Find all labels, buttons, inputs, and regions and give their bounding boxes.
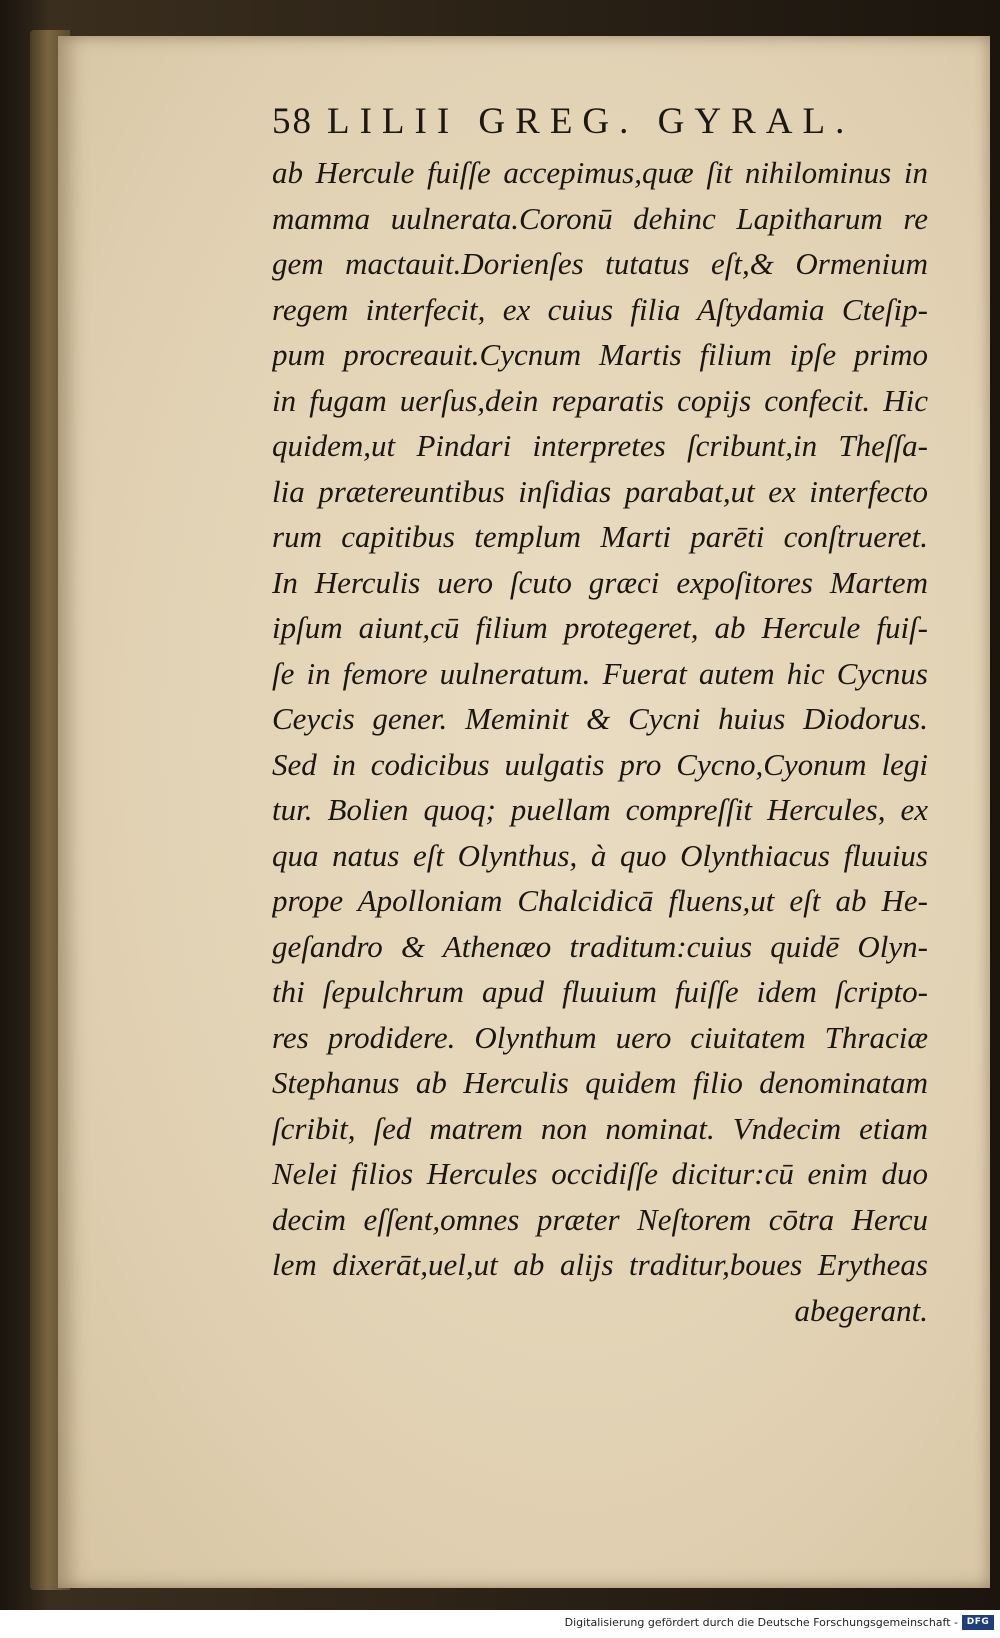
text-line: Nelei filios Hercules occidiſſe dicitur:cū enim duo (272, 1156, 928, 1191)
page-number: 58 (272, 101, 313, 142)
text-line: pum procreauit.Cycnum Martis filium ipſe primo (272, 337, 928, 372)
text-line: prope Apolloniam Chalcidicā fluens,ut eſt ab He- (272, 883, 928, 918)
text-line: thi ſepulchrum apud fluuium fuiſſe idem ſcripto- (272, 974, 928, 1009)
funding-credit: Digitalisierung gefördert durch die Deutsche Forschungsgemeinschaft - (564, 1616, 958, 1629)
text-line: rum capitibus templum Marti parēti conſtrueret. (272, 519, 928, 554)
running-head (272, 100, 912, 148)
text-line: lia prætereuntibus inſidias parabat,ut ex interfecto (272, 473, 928, 509)
dfg-logo: DFG (962, 1615, 994, 1630)
text-line: regem interfecit, ex cuius filia Aſtydamia Cteſip- (272, 291, 928, 327)
text-line: ipſum aiunt,cū filium protegeret, ab Hercule fuiſ- (272, 610, 928, 645)
text-line: Sed in codicibus uulgatis pro Cycno,Cyonum legi (272, 746, 928, 782)
text-line: geſandro & Athenæo traditum:cuius quidē Olyn- (272, 928, 928, 964)
text-line: ſcribit, ſed matrem non nominat. Vndecim etiam (272, 1110, 928, 1146)
text-line: In Herculis uero ſcuto græci expoſitores Martem (272, 564, 928, 600)
text-line: ſe in femore uulneratum. Fuerat autem hic Cycnus (272, 655, 928, 691)
text-line: Ceycis gener. Meminit & Cycni huius Diodorus. (272, 701, 928, 736)
text-line: tur. Bolien quoq; puellam compreſſit Hercules, ex (272, 792, 928, 827)
text-line: res prodidere. Olynthum uero ciuitatem Thraciæ (272, 1019, 928, 1055)
text-line: quidem,ut Pindari interpretes ſcribunt,in Theſſa- (272, 428, 928, 463)
text-block (272, 150, 928, 1333)
text-line: in fugam uerſus,dein reparatis copijs confecit. Hic (272, 382, 928, 418)
text-line: ab Hercule fuiſſe accepimus,quæ ſit nihilominus in (272, 155, 928, 190)
text-line: gem mactauit.Dorienſes tutatus eſt,& Ormenium (272, 246, 928, 281)
text-line: lem dixerāt,uel,ut ab alijs traditur,boues Erytheas (272, 1247, 928, 1282)
running-head-title: LILII GREG. GYRAL. (327, 101, 855, 142)
text-line: Stephanus ab Herculis quidem filio denominatam (272, 1065, 928, 1100)
text-line: mamma uulnerata.Coronū dehinc Lapitharum re (272, 200, 928, 236)
text-line-final: abegerant. (794, 1292, 928, 1328)
text-line: decim eſſent,omnes præter Neſtorem cōtra Hercu (272, 1201, 928, 1237)
text-line: qua natus eſt Olynthus, à quo Olynthiacus fluuius (272, 837, 928, 873)
